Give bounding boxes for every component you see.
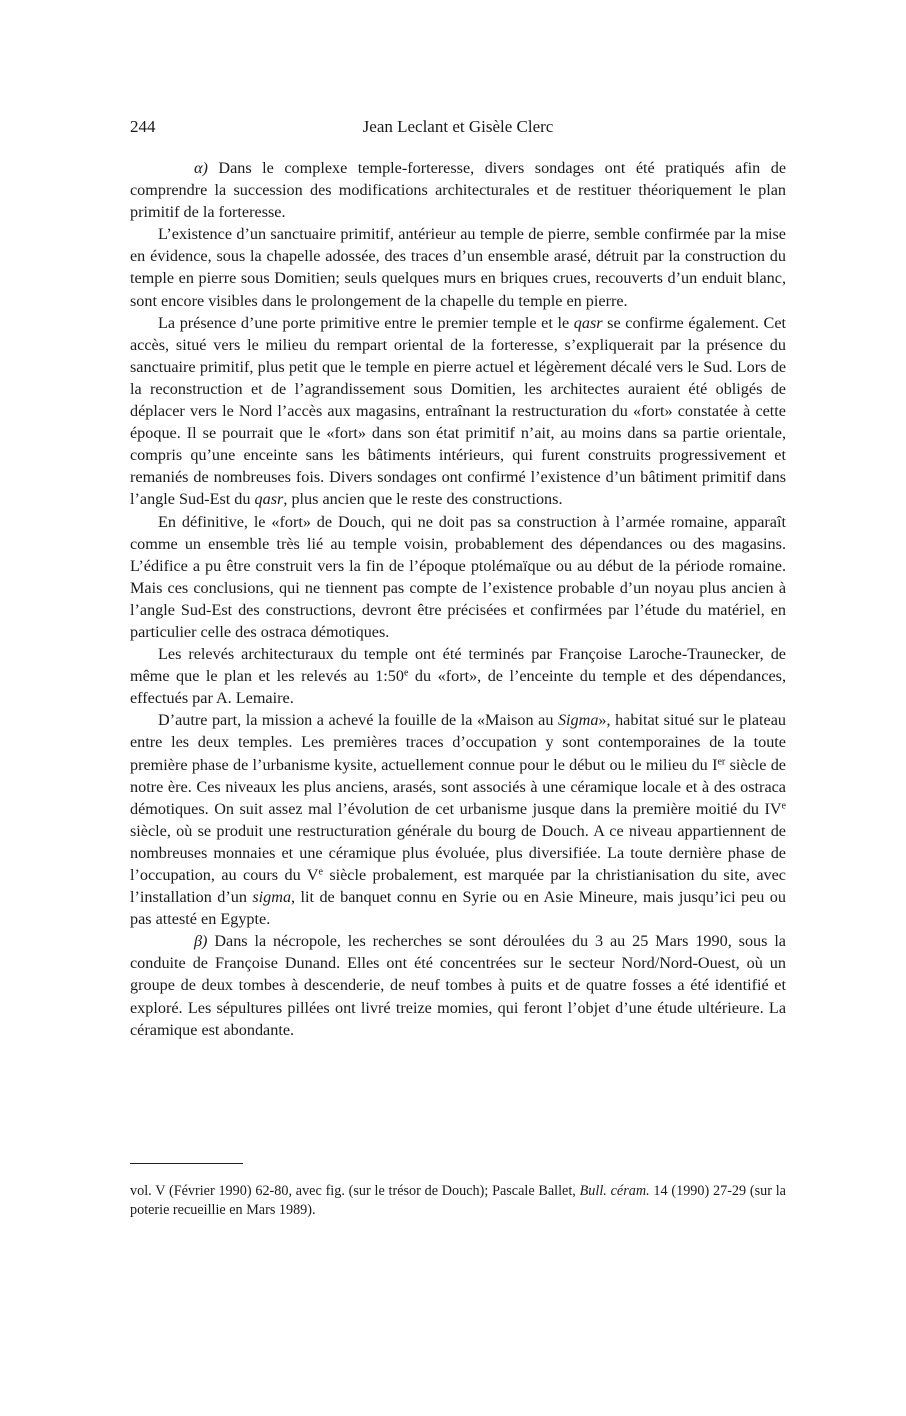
running-header [130,115,786,139]
paragraph-text: siècle de notre ère. Ces niveaux les plus anciens, arasés, sont associés à une céramique locale et à des ostraca démotiques. On suit assez mal l’évolution de cet urbanisme jusque dans la première moitié du IV [130,755,786,818]
paragraph-releves [130,643,786,709]
paragraph-text: Les relevés architecturaux du temple ont été terminés par Françoise Laroche-Traunecker, de même que le plan et les relevés au 1:50 [130,645,786,686]
running-title: Jean Leclant et Gisèle Clerc [362,117,554,136]
paragraph-text: siècle probalement, est marquée par la christianisation du site, avec l’installation d’un [130,866,786,907]
italic-term: sigma [252,888,292,907]
footnote-text: vol. V (Février 1990) 62-80, avec fig. (sur le trésor de Douch); Pascale Ballet, [130,1183,580,1199]
superscript: er [717,756,726,768]
main-text [130,157,786,1041]
paragraph-porte [130,312,786,511]
paragraph-alpha [130,157,786,223]
footnote [130,1182,786,1220]
paragraph-text: Dans le complexe temple-forteresse, divers sondages ont été pratiqués afin de comprendre la succession des modifications architecturales et de restituer théoriquement le plan primitif de la forteresse. [130,159,786,222]
paragraph-definitive [130,511,786,644]
paragraph-text: du «fort», de l’enceinte du temple et des dépendances, effectués par A. Lemaire. [130,667,786,708]
italic-term: Sigma [557,711,599,730]
superscript: e [318,866,323,878]
paragraph-sanctuaire [130,223,786,311]
paragraph-text: Dans la nécropole, les recherches se sont déroulées du 3 au 25 Mars 1990, sous la conduite de Françoise Dunand. Elles ont été concentrées sur le secteur Nord/Nord-Ouest, où un groupe de deux tombes à descenderie, de neuf tombes à puits et de quatre fosses a été identifié et exploré. Les sépultures pillées ont livré treize momies, qui feront l’objet d’une étude ultérieure. La céramique est abondante. [130,932,786,1039]
paragraph-text: siècle, où se produit une restructuration générale du bourg de Douch. A ce niveau appartiennent de nombreuses monnaies et une céramique plus évoluée, plus diversifiée. La toute dernière phase de l’occupation, au cours du V [130,821,786,884]
italic-term: qasr [573,313,603,332]
paragraph-beta [130,930,786,1040]
paragraph-text: se confirme également. Cet accès, situé vers le milieu du rempart oriental de la forteresse, s’expliquerait par la présence du sanctuaire primitif, plus petit que le temple en pierre actuel et légèrement décalé vers le Sud. Lors de la reconstruction et de l’agrandissement sous Domitien, les architectes auraient été obligés de déplacer vers le Nord l’accès aux magasins, entraînant la restructuration du «fort» constatée à cette époque. Il se pourrait que le «fort» dans son état primitif n’ait, au moins dans sa partie orientale, compris qu’une enceinte sans les bâtiments intérieurs, qui furent construits progressivement et remaniés de nombreuses fois. Divers sondages ont confirmé l’existence d’un bâtiment primitif dans l’angle Sud-Est du [130,313,786,509]
footnote-text: 14 (1990) 27-29 (sur la poterie recueillie en Mars 1989). [130,1183,786,1218]
section-marker-beta: β) [194,932,208,951]
paragraph-text: La présence d’une porte primitive entre le premier temple et le [158,313,574,332]
page-number: 244 [130,117,156,136]
superscript: e [403,667,409,679]
italic-journal-title: Bull. céram. [579,1183,650,1199]
section-marker-alpha: α) [194,159,208,177]
footnote-separator [130,1163,243,1164]
paragraph-text: En définitive, le «fort» de Douch, qui ne doit pas sa construction à l’armée romaine, apparaît comme un ensemble très lié au temple voisin, probablement des dépendances ou des magasins. L’édifice a pu être construit vers la fin de l’époque ptolémaïque ou au début de la période romaine. Mais ces conclusions, qui ne tiennent pas compte de l’existence probable d’un noyau plus ancien à l’angle Sud-Est des constructions, devront être précisées et confirmées par l’étude du matériel, en particulier celle des ostraca démotiques. [130,512,786,641]
paragraph-text: L’existence d’un sanctuaire primitif, antérieur au temple de pierre, semble confirmée par la mise en évidence, sous la chapelle adossée, des traces d’un ensemble arasé, détruit par la construction du temple en pierre sous Domitien; seuls quelques murs en briques crues, recouverts d’un enduit blanc, sont encore visibles dans le prolongement de la chapelle du temple en pierre. [130,225,786,310]
paragraph-text: , plus ancien que le reste des constructions. [283,490,563,509]
paragraph-text: D’autre part, la mission a achevé la fouille de la «Maison au [158,711,558,730]
paragraph-maison-sigma [130,709,786,930]
italic-term: qasr [254,490,284,509]
paragraph-text: , lit de banquet connu en Syrie ou en Asie Mineure, mais jusqu’ici peu ou pas attesté en Egypte. [130,888,786,929]
paragraph-text: », habitat situé sur le plateau entre les deux temples. Les premières traces d’occupation y sont contemporaines de la toute première phase de l’urbanisme kysite, actuellement connue pour le début ou le milieu du I [130,711,786,774]
superscript: e [781,800,786,812]
